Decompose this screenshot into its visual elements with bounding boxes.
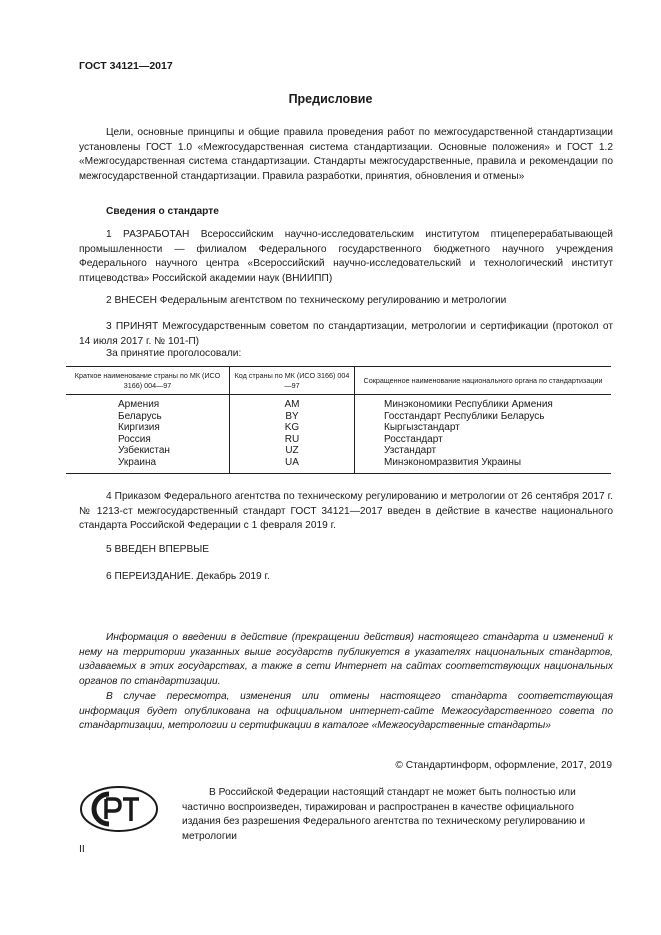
item-2-introduced: 2 ВНЕСЕН Федеральным агентством по техническому регулированию и метрологии: [106, 295, 507, 306]
country-code: UA: [230, 457, 355, 473]
copyright-line: © Стандартинформ, оформление, 2017, 2019: [395, 760, 612, 771]
page-number: II: [79, 843, 85, 855]
table-row: [66, 411, 611, 423]
info-paragraph-2: В случае пересмотра, изменения или отмены настоящего стандарта соответствующая информация будет опубликована на официальном интернет-сайте Межгосударственного совета по стандартизации, метрологии и сертификации в каталоге «Межгосударственные стандарты»: [79, 691, 613, 732]
item-6-reissue: 6 ПЕРЕИЗДАНИЕ. Декабрь 2019 г.: [106, 571, 270, 582]
vote-label: За принятие проголосовали:: [106, 348, 242, 359]
standards-body: Минэкономразвития Украины: [355, 457, 612, 473]
standards-body: Госстандарт Республики Беларусь: [355, 411, 612, 423]
reproduction-notice: В Российской Федерации настоящий стандарт не может быть полностью или частично воспроизведен, тиражирован и распространен в качестве официального издания без разрешения Федерального агентства по техническому регулированию и метрологии: [182, 787, 586, 842]
country-name: Узбекистан: [118, 445, 170, 457]
country-code: UZ: [230, 445, 355, 457]
item-4-order: 4 Приказом Федерального агентства по техническому регулированию и метрологии от 26 сентября 2017 г. № 1213-ст межгосударственный стандарт ГОСТ 34121—2017 введен в действие в качестве национального стандарта Российской Федерации с 1 февраля 2019 г.: [79, 491, 613, 532]
voting-table: [66, 366, 611, 474]
country-code: RU: [230, 434, 355, 446]
standards-body: Минэкономики Республики Армения: [355, 395, 612, 411]
intro-paragraph: Цели, основные принципы и общие правила проведения работ по межгосударственной стандартизации установлены ГОСТ 1.0 «Межгосударственная система стандартизации. Основные положения» и ГОСТ 1.2 «Межгосударственная система стандартизации. Стандарты межгосударственные, правила и рекомендации по межгосударственной стандартизации. Правила разработки, принятия, обновления и отмены»: [79, 127, 613, 182]
table-row: [66, 422, 611, 434]
rst-logo-icon: [79, 785, 159, 833]
header-country-name: Краткое наименование страны по МК (ИСО 3166) 004—97: [66, 367, 230, 395]
header-standards-body: Сокращенное наименование национального органа по стандартизации: [355, 367, 612, 395]
country-code: BY: [230, 411, 355, 423]
section-title: Сведения о стандарте: [106, 206, 219, 217]
item-5-first-introduced: 5 ВВЕДЕН ВПЕРВЫЕ: [106, 544, 210, 555]
item-3-adopted: 3 ПРИНЯТ Межгосударственным советом по стандартизации, метрологии и сертификации (протокол от 14 июля 2017 г. № 101-П): [79, 321, 613, 347]
standards-body: Росстандарт: [355, 434, 612, 446]
standard-code-header: ГОСТ 34121—2017: [79, 60, 173, 72]
page-title: Предисловие: [288, 92, 373, 106]
table-header-row: [66, 367, 611, 395]
country-name: Украина: [66, 457, 230, 473]
table-row: [66, 445, 611, 457]
country-code: KG: [230, 422, 355, 434]
country-name: Армения: [118, 399, 160, 410]
country-name: Беларусь: [118, 410, 162, 422]
country-code: AM: [230, 395, 355, 411]
table-row: [66, 434, 611, 446]
standards-body: Узстандарт: [355, 445, 612, 457]
table-row: [66, 395, 611, 411]
item-1-developed: 1 РАЗРАБОТАН Всероссийским научно-исследовательским институтом птицеперерабатывающей промышленности — филиалом Федерального государственного бюджетного научного учреждения Федерального научного центра «Всероссийский научно-исследовательский и технологический институт птицеводства» Российской академии наук (ВНИИПП): [79, 229, 613, 284]
info-paragraph-1: Информация о введении в действие (прекращении действия) настоящего стандарта и изменений к нему на территории указанных выше государств публикуется в указателях национальных стандартов, издаваемых в этих государствах, а также в сети Интернет на сайтах соответствующих национальных органов по стандартизации.: [79, 632, 613, 687]
standards-body: Кыргызстандарт: [355, 422, 612, 434]
header-country-code: Код страны по МК (ИСО 3166) 004—97: [230, 367, 355, 395]
country-name: Россия: [118, 433, 151, 445]
country-name: Киргизия: [118, 422, 160, 434]
table-row: [66, 457, 611, 473]
